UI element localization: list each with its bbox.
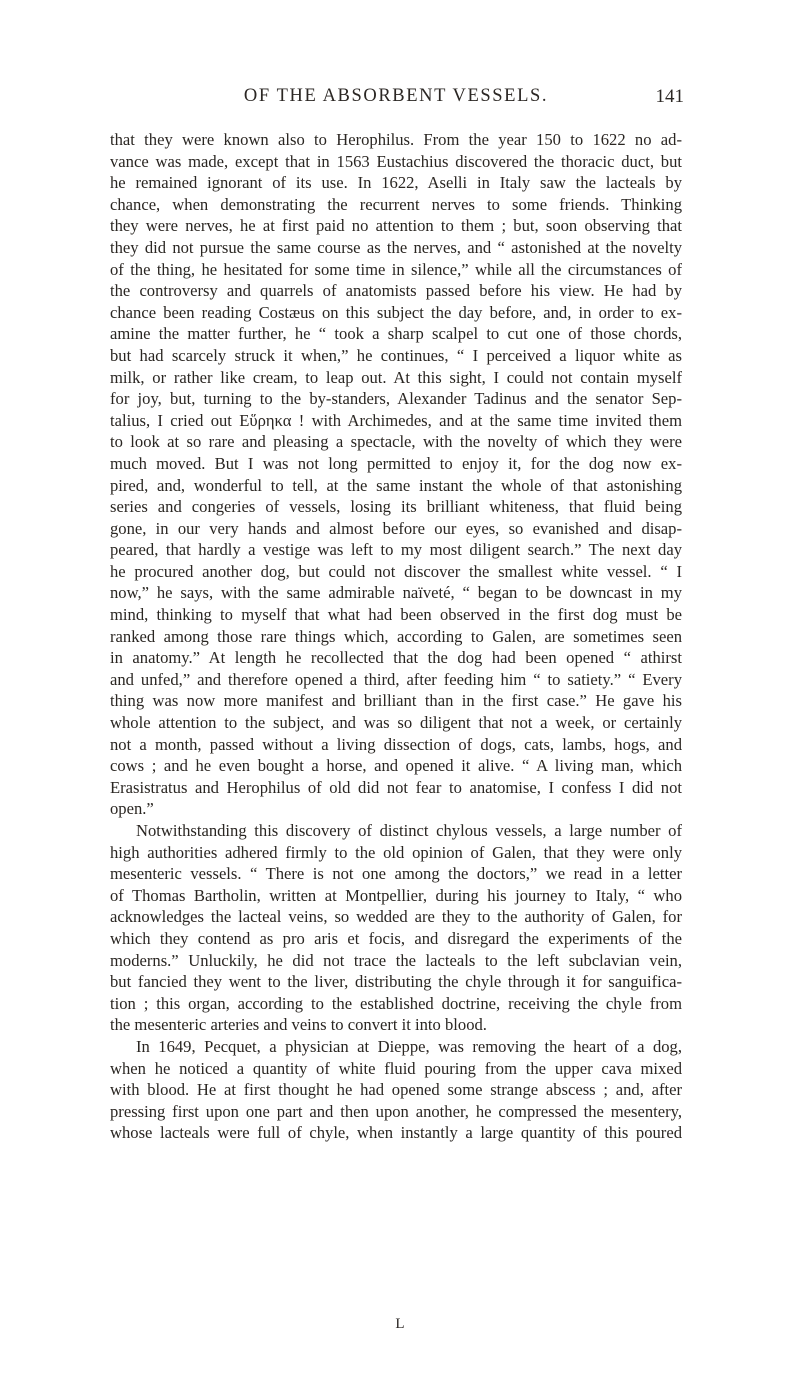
running-head [110, 86, 682, 112]
text-line: the controversy and quarrels of anatomists passed before his view. He had by [110, 281, 682, 301]
text-line: of Thomas Bartholin, written at Montpellier, during his journey to Italy, “ who [110, 885, 682, 905]
text-line: peared, that hardly a vestige was left to my most diligent search.” The next day [110, 540, 682, 560]
text-line: not a month, passed without a living dissection of dogs, cats, lambs, hogs, and [110, 734, 682, 754]
text-line: they did not pursue the same course as the nerves, and “ astonished at the novelty [110, 237, 682, 257]
text-line: milk, or rather like cream, to leap out. At this sight, I could not contain myself [110, 367, 682, 387]
running-title: OF THE ABSORBENT VESSELS. [243, 86, 549, 106]
text-line: tion ; this organ, according to the established doctrine, receiving the chyle from [110, 993, 682, 1013]
text-line: series and congeries of vessels, losing its brilliant whiteness, that fluid being [110, 497, 682, 517]
text-line: thing was now more manifest and brilliant than in the first case.” He gave his [110, 691, 682, 711]
text-line: mesenteric vessels. “ There is not one among the doctors,” we read in a letter [110, 864, 682, 884]
text-line: to look at so rare and pleasing a spectacle, with the novelty of which they were [110, 432, 682, 452]
text-line: but fancied they went to the liver, distributing the chyle through it for sanguifica- [110, 972, 682, 992]
text-line: pired, and, wonderful to tell, at the same instant the whole of that astonishing [110, 475, 682, 495]
text-line: for joy, but, turning to the by-standers, Alexander Tadinus and the senator Sep- [110, 389, 682, 409]
text-line: and unfed,” and therefore opened a third, after feeding him “ to satiety.” “ Every [110, 669, 682, 689]
text-line: moderns.” Unluckily, he did not trace the lacteals to the left subclavian vein, [110, 950, 682, 970]
text-line: high authorities adhered firmly to the old opinion of Galen, that they were only [110, 842, 682, 862]
paragraph-start-line: Notwithstanding this discovery of distinct chylous vessels, a large number of [136, 821, 682, 840]
text-line: much moved. But I was not long permitted to enjoy it, for the dog now ex- [110, 453, 682, 473]
text-line: gone, in our very hands and almost before our eyes, so evanished and disap- [110, 518, 682, 538]
text-line: mind, thinking to myself that what had been observed in the first dog must be [110, 605, 682, 625]
text-line: pressing first upon one part and then upon another, he compressed the mesentery, [110, 1101, 682, 1121]
text-line: cows ; and he even bought a horse, and opened it alive. “ A living man, which [110, 756, 682, 776]
text-line: chance been reading Costæus on this subject the day before, and, in order to ex- [110, 302, 682, 322]
paragraph-end-line: the mesenteric arteries and veins to convert it into blood. [110, 1015, 487, 1035]
text-line: but had scarcely struck it when,” he continues, “ I perceived a liquor white as [110, 345, 682, 365]
text-line: in anatomy.” At length he recollected that the dog had been opened “ athirst [110, 648, 682, 668]
page-number: 141 [655, 86, 684, 107]
text-line: of the thing, he hesitated for some time in silence,” while all the circumstances of [110, 259, 682, 279]
paragraph-end-line: open.” [110, 799, 154, 819]
text-line: Erasistratus and Herophilus of old did not fear to anatomise, I confess I did not [110, 777, 682, 797]
text-line: talius, I cried out Εὕρηκα ! with Archimedes, and at the same time invited them [110, 410, 682, 430]
text-line: whole attention to the subject, and was so diligent that not a week, or certainly [110, 713, 682, 733]
text-line: he procured another dog, but could not discover the smallest white vessel. “ I [110, 561, 682, 581]
text-line: he remained ignorant of its use. In 1622, Aselli in Italy saw the lacteals by [110, 173, 682, 193]
text-line: amine the matter further, he “ took a sharp scalpel to cut one of those chords, [110, 324, 682, 344]
text-line: when he noticed a quantity of white fluid pouring from the upper cava mixed [110, 1058, 682, 1078]
text-line: whose lacteals were full of chyle, when instantly a large quantity of this poured [110, 1123, 682, 1143]
text-line: acknowledges the lacteal veins, so wedded are they to the authority of Galen, for [110, 907, 682, 927]
text-line: they were nerves, he at first paid no attention to them ; but, soon observing that [110, 216, 682, 236]
text-line: vance was made, except that in 1563 Eustachius discovered the thoracic duct, but [110, 151, 682, 171]
body-text [110, 129, 682, 1144]
text-line: ranked among those rare things which, according to Galen, are sometimes seen [110, 626, 682, 646]
text-line: which they contend as pro aris et focis, and disregard the experiments of the [110, 928, 682, 948]
text-line: with blood. He at first thought he had opened some strange abscess ; and, after [110, 1080, 682, 1100]
text-line: chance, when demonstrating the recurrent nerves to some friends. Thinking [110, 194, 682, 214]
text-line: that they were known also to Herophilus. From the year 150 to 1622 no ad- [110, 130, 682, 149]
paragraph-start-line: In 1649, Pecquet, a physician at Dieppe, was removing the heart of a dog, [136, 1036, 682, 1056]
signature-mark: L [395, 1316, 405, 1332]
text-line: now,” he says, with the same admirable naïveté, “ began to be downcast in my [110, 583, 682, 603]
